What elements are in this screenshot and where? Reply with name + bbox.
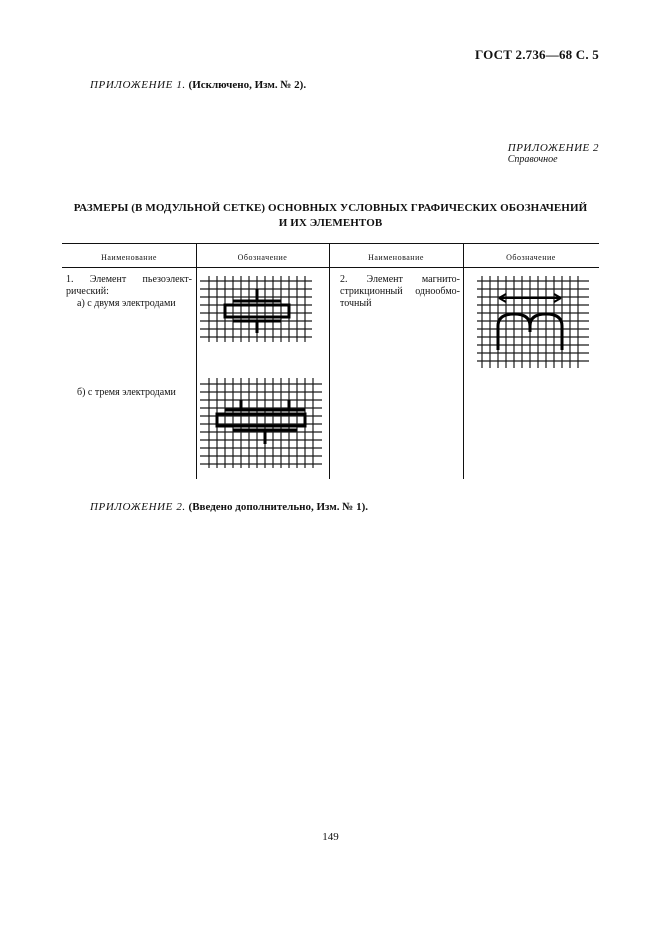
column-header-name-2: Наименование	[368, 253, 424, 262]
piezo-two-electrodes-symbol	[200, 276, 312, 342]
item-1-description	[66, 274, 192, 310]
page-number: 149	[322, 831, 339, 843]
appendix-1-note: (Исключено, Изм. № 2).	[188, 79, 307, 91]
item-2-line-3: точный	[340, 298, 372, 309]
table-title	[62, 201, 599, 231]
modular-grid	[477, 276, 589, 368]
item-1a-label: а) с двумя электродами	[77, 298, 176, 309]
column-header-name-1: Наименование	[101, 253, 157, 262]
appendix-2-label: ПРИЛОЖЕНИЕ 2	[507, 142, 599, 154]
item-2-line-1: 2. Элемент магнито-	[340, 274, 460, 285]
item-1-line-1: 1. Элемент пьезоэлект-	[66, 274, 192, 285]
appendix-2-note-line	[90, 501, 368, 513]
item-1b-label: б) с тремя электродами	[77, 387, 176, 398]
appendix-2-subtitle: Справочное	[507, 154, 558, 165]
appendix-2-bottom-label: ПРИЛОЖЕНИЕ 2.	[90, 501, 186, 513]
column-divider-3	[463, 243, 464, 479]
document-code: ГОСТ 2.736—68 С. 5	[474, 47, 599, 62]
column-header-symbol-1: Обозначение	[237, 253, 288, 262]
table-title-line-2: И ИХ ЭЛЕМЕНТОВ	[278, 217, 383, 229]
column-divider-2	[329, 243, 330, 479]
column-divider-1	[196, 243, 197, 479]
magnetostrictive-symbol	[477, 276, 589, 368]
item-2-line-2: стрикционный однообмо-	[340, 286, 460, 297]
appendix-1-line	[90, 79, 306, 91]
appendix-1-label: ПРИЛОЖЕНИЕ 1.	[90, 79, 186, 91]
piezo-three-symbol-shape	[217, 400, 305, 444]
appendix-2-bottom-note: (Введено дополнительно, Изм. № 1).	[188, 501, 369, 513]
table-title-line-1: РАЗМЕРЫ (В МОДУЛЬНОЙ СЕТКЕ) ОСНОВНЫХ УСЛОВНЫХ ГРАФИЧЕСКИХ ОБОЗНАЧЕНИЙ	[73, 202, 588, 214]
item-1-line-2: рический:	[66, 286, 109, 297]
table-header-rule	[62, 267, 599, 268]
item-2-description	[340, 274, 460, 310]
piezo-three-electrodes-symbol	[200, 378, 322, 468]
appendix-2-heading	[508, 142, 599, 165]
column-header-symbol-2: Обозначение	[506, 253, 556, 262]
table-top-rule	[62, 243, 599, 244]
